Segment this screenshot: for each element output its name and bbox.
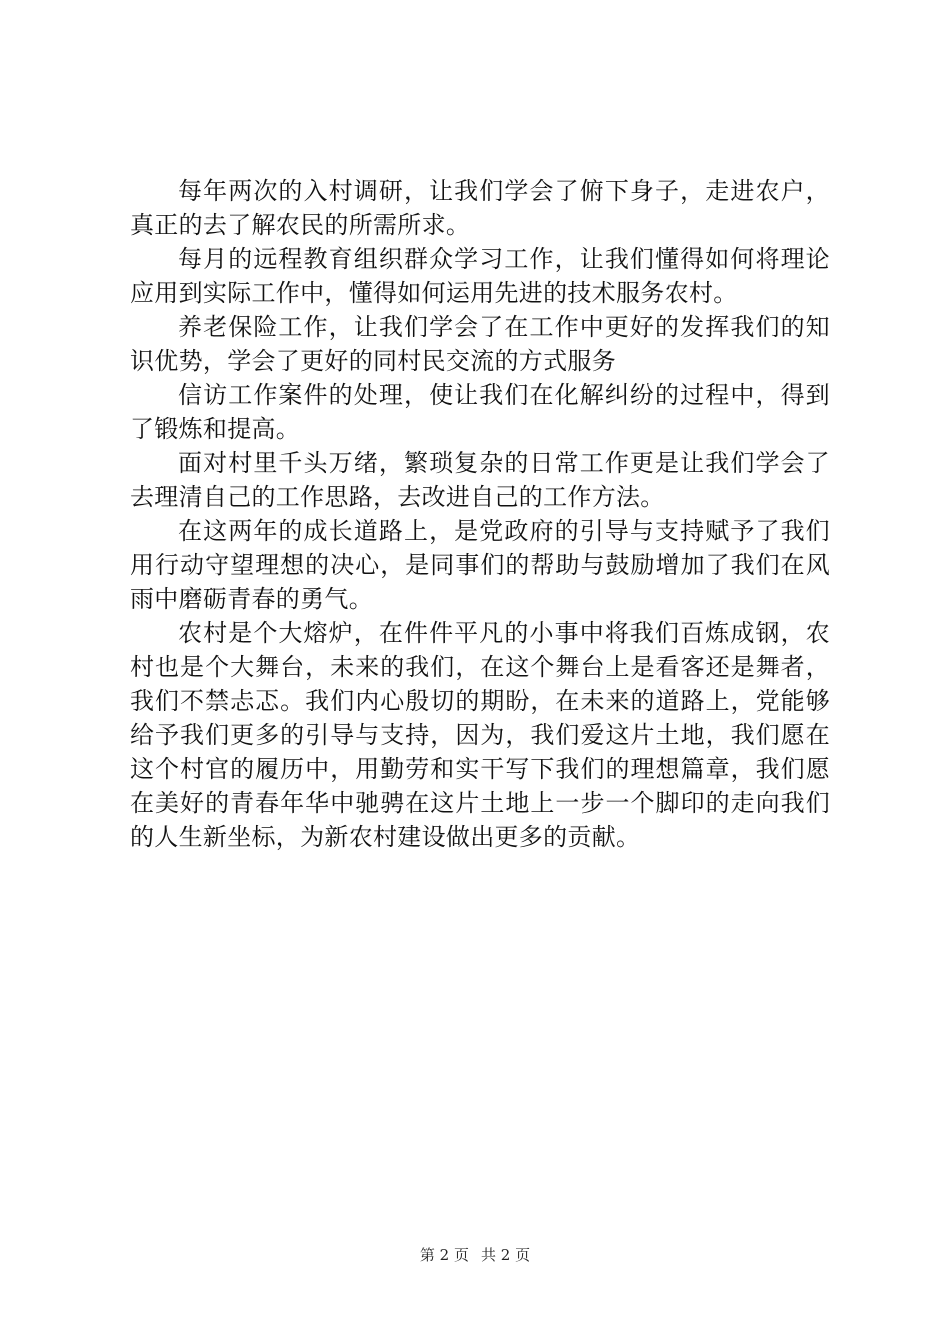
page-footer (0, 1244, 950, 1265)
document-body (130, 174, 830, 854)
page-number-current: 第 2 页 (419, 1246, 469, 1264)
paragraph: 养老保险工作，让我们学会了在工作中更好的发挥我们的知识优势，学会了更好的同村民交流的方式服务 (130, 313, 830, 375)
paragraph: 信访工作案件的处理，使让我们在化解纠纷的过程中，得到了锻炼和提高。 (130, 381, 830, 443)
paragraph: 每月的远程教育组织群众学习工作，让我们懂得如何将理论应用到实际工作中，懂得如何运用先进的技术服务农村。 (130, 245, 830, 307)
paragraph: 每年两次的入村调研，让我们学会了俯下身子，走进农户，真正的去了解农民的所需所求。 (130, 177, 830, 239)
page-number-total: 共 2 页 (481, 1246, 531, 1264)
paragraph: 农村是个大熔炉，在件件平凡的小事中将我们百炼成钢，农村也是个大舞台，未来的我们，在这个舞台上是看客还是舞者，我们不禁忐忑。我们内心殷切的期盼，在未来的道路上，党能够给予我们更多的引导与支持，因为，我们爱这片土地，我们愿在这个村官的履历中，用勤劳和实干写下我们的理想篇章，我们愿在美好的青春年华中驰骋在这片土地上一步一个脚印的走向我们的人生新坐标，为新农村建设做出更多的贡献。 (130, 619, 830, 851)
paragraph: 面对村里千头万绪，繁琐复杂的日常工作更是让我们学会了去理清自己的工作思路，去改进自己的工作方法。 (130, 449, 830, 511)
paragraph: 在这两年的成长道路上，是党政府的引导与支持赋予了我们用行动守望理想的决心，是同事们的帮助与鼓励增加了我们在风雨中磨砺青春的勇气。 (130, 517, 830, 613)
